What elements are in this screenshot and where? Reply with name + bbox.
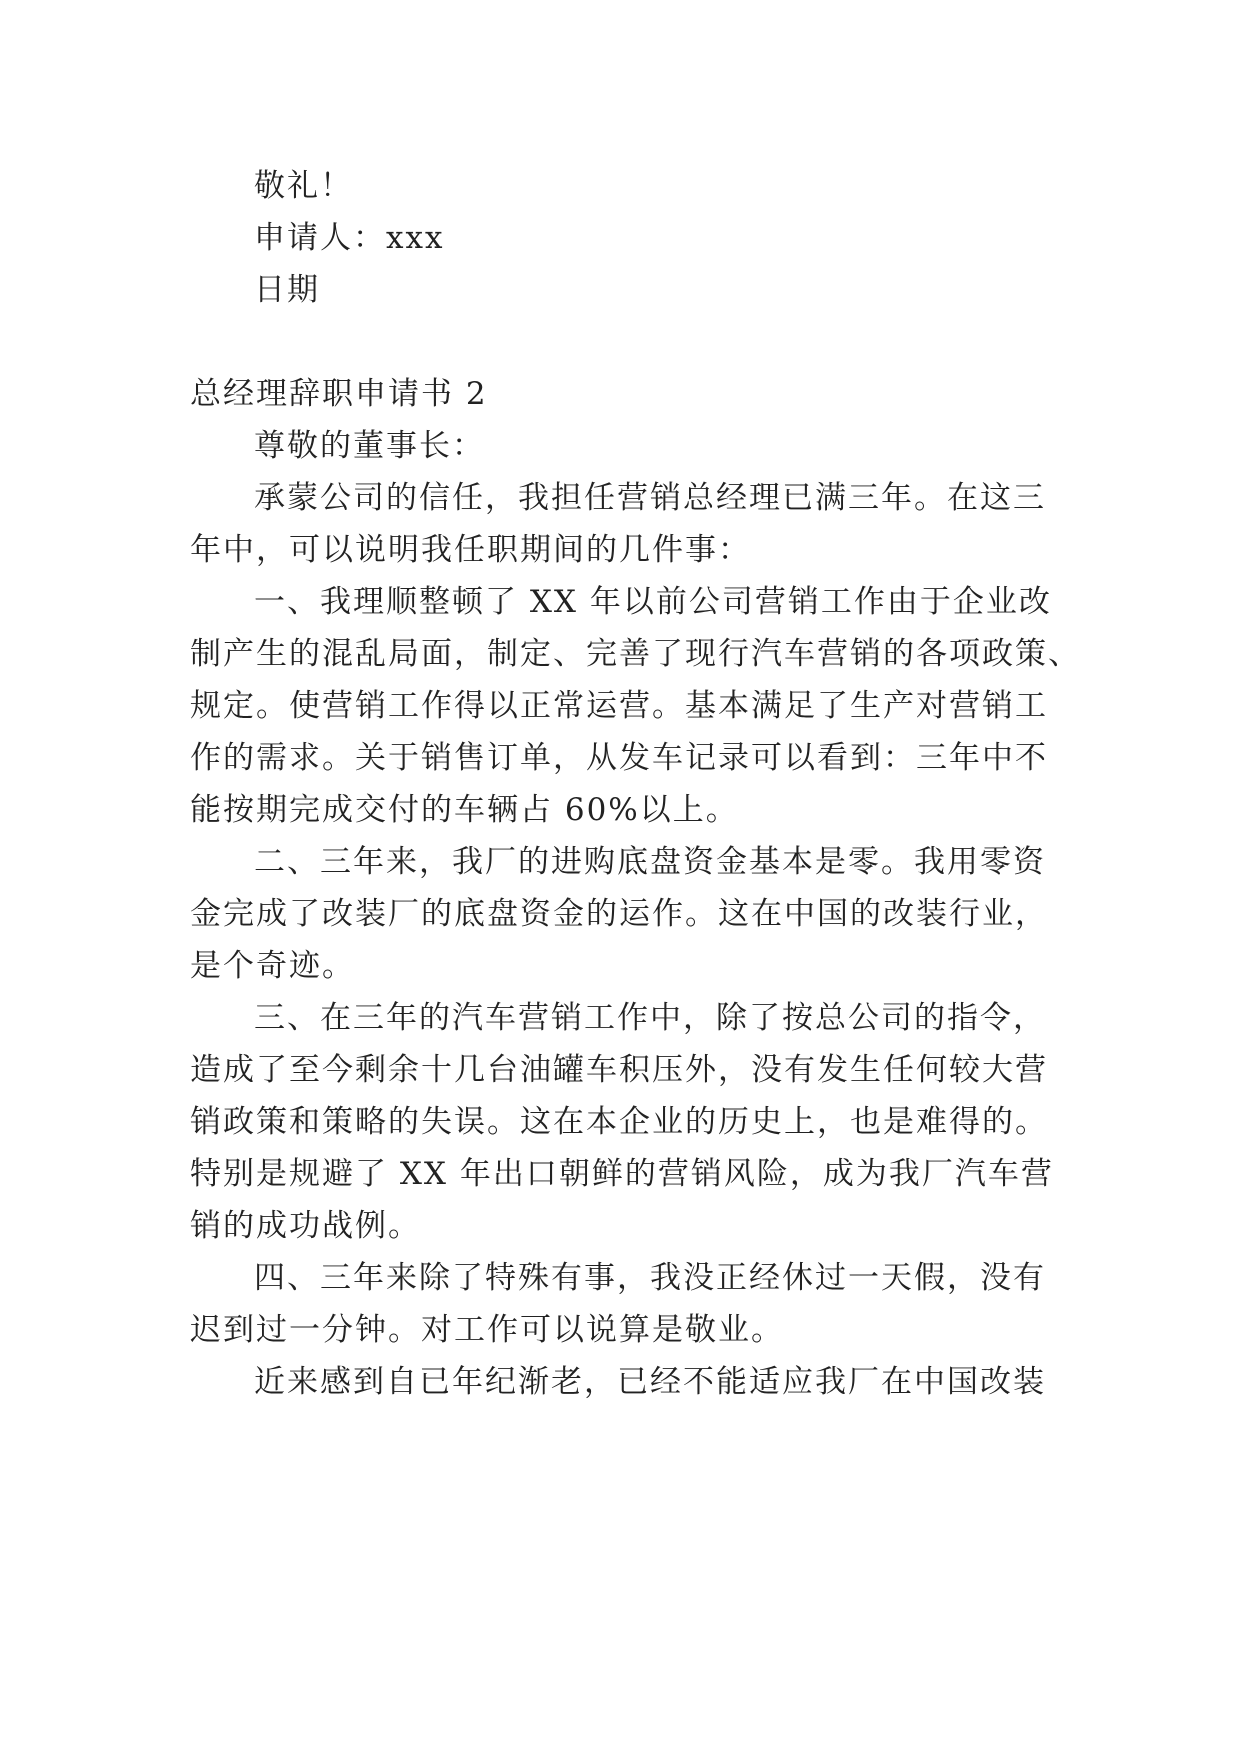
paragraph-line: 特别是规避了 XX 年出口朝鲜的营销风险，成为我厂汽车营 [190, 1156, 1054, 1192]
applicant-line: 申请人：xxx [254, 220, 445, 256]
paragraph-line: 一、我理顺整顿了 XX 年以前公司营销工作由于企业改 [254, 584, 1052, 620]
paragraph-line: 近来感到自已年纪渐老，已经不能适应我厂在中国改装 [254, 1364, 1046, 1400]
closing-salutation: 敬礼！ [254, 168, 353, 204]
paragraph-line: 金完成了改装厂的底盘资金的运作。这在中国的改装行业， [190, 896, 1048, 932]
paragraph-line: 造成了至今剩余十几台油罐车积压外，没有发生任何较大营 [190, 1052, 1048, 1088]
greeting: 尊敬的董事长： [254, 428, 485, 464]
paragraph-line: 承蒙公司的信任，我担任营销总经理已满三年。在这三 [254, 480, 1046, 516]
paragraph-line: 是个奇迹。 [190, 948, 355, 984]
paragraph-line: 二、三年来，我厂的进购底盘资金基本是零。我用零资 [254, 844, 1046, 880]
paragraph-line: 销的成功战例。 [190, 1208, 421, 1244]
paragraph-line: 三、在三年的汽车营销工作中，除了按总公司的指令， [254, 1000, 1046, 1036]
paragraph-line: 销政策和策略的失误。这在本企业的历史上，也是难得的。 [190, 1104, 1048, 1140]
paragraph-line: 作的需求。关于销售订单，从发车记录可以看到：三年中不 [190, 740, 1048, 776]
date-label: 日期 [254, 272, 320, 308]
paragraph-line: 四、三年来除了特殊有事，我没正经休过一天假，没有 [254, 1260, 1046, 1296]
paragraph-line: 制产生的混乱局面，制定、完善了现行汽车营销的各项政策、 [190, 636, 1081, 672]
paragraph-line: 能按期完成交付的车辆占 60%以上。 [190, 792, 739, 828]
paragraph-line: 年中，可以说明我任职期间的几件事： [190, 532, 751, 568]
paragraph-line: 迟到过一分钟。对工作可以说算是敬业。 [190, 1312, 784, 1348]
paragraph-line: 规定。使营销工作得以正常运营。基本满足了生产对营销工 [190, 688, 1048, 724]
document-title: 总经理辞职申请书 2 [190, 376, 488, 412]
